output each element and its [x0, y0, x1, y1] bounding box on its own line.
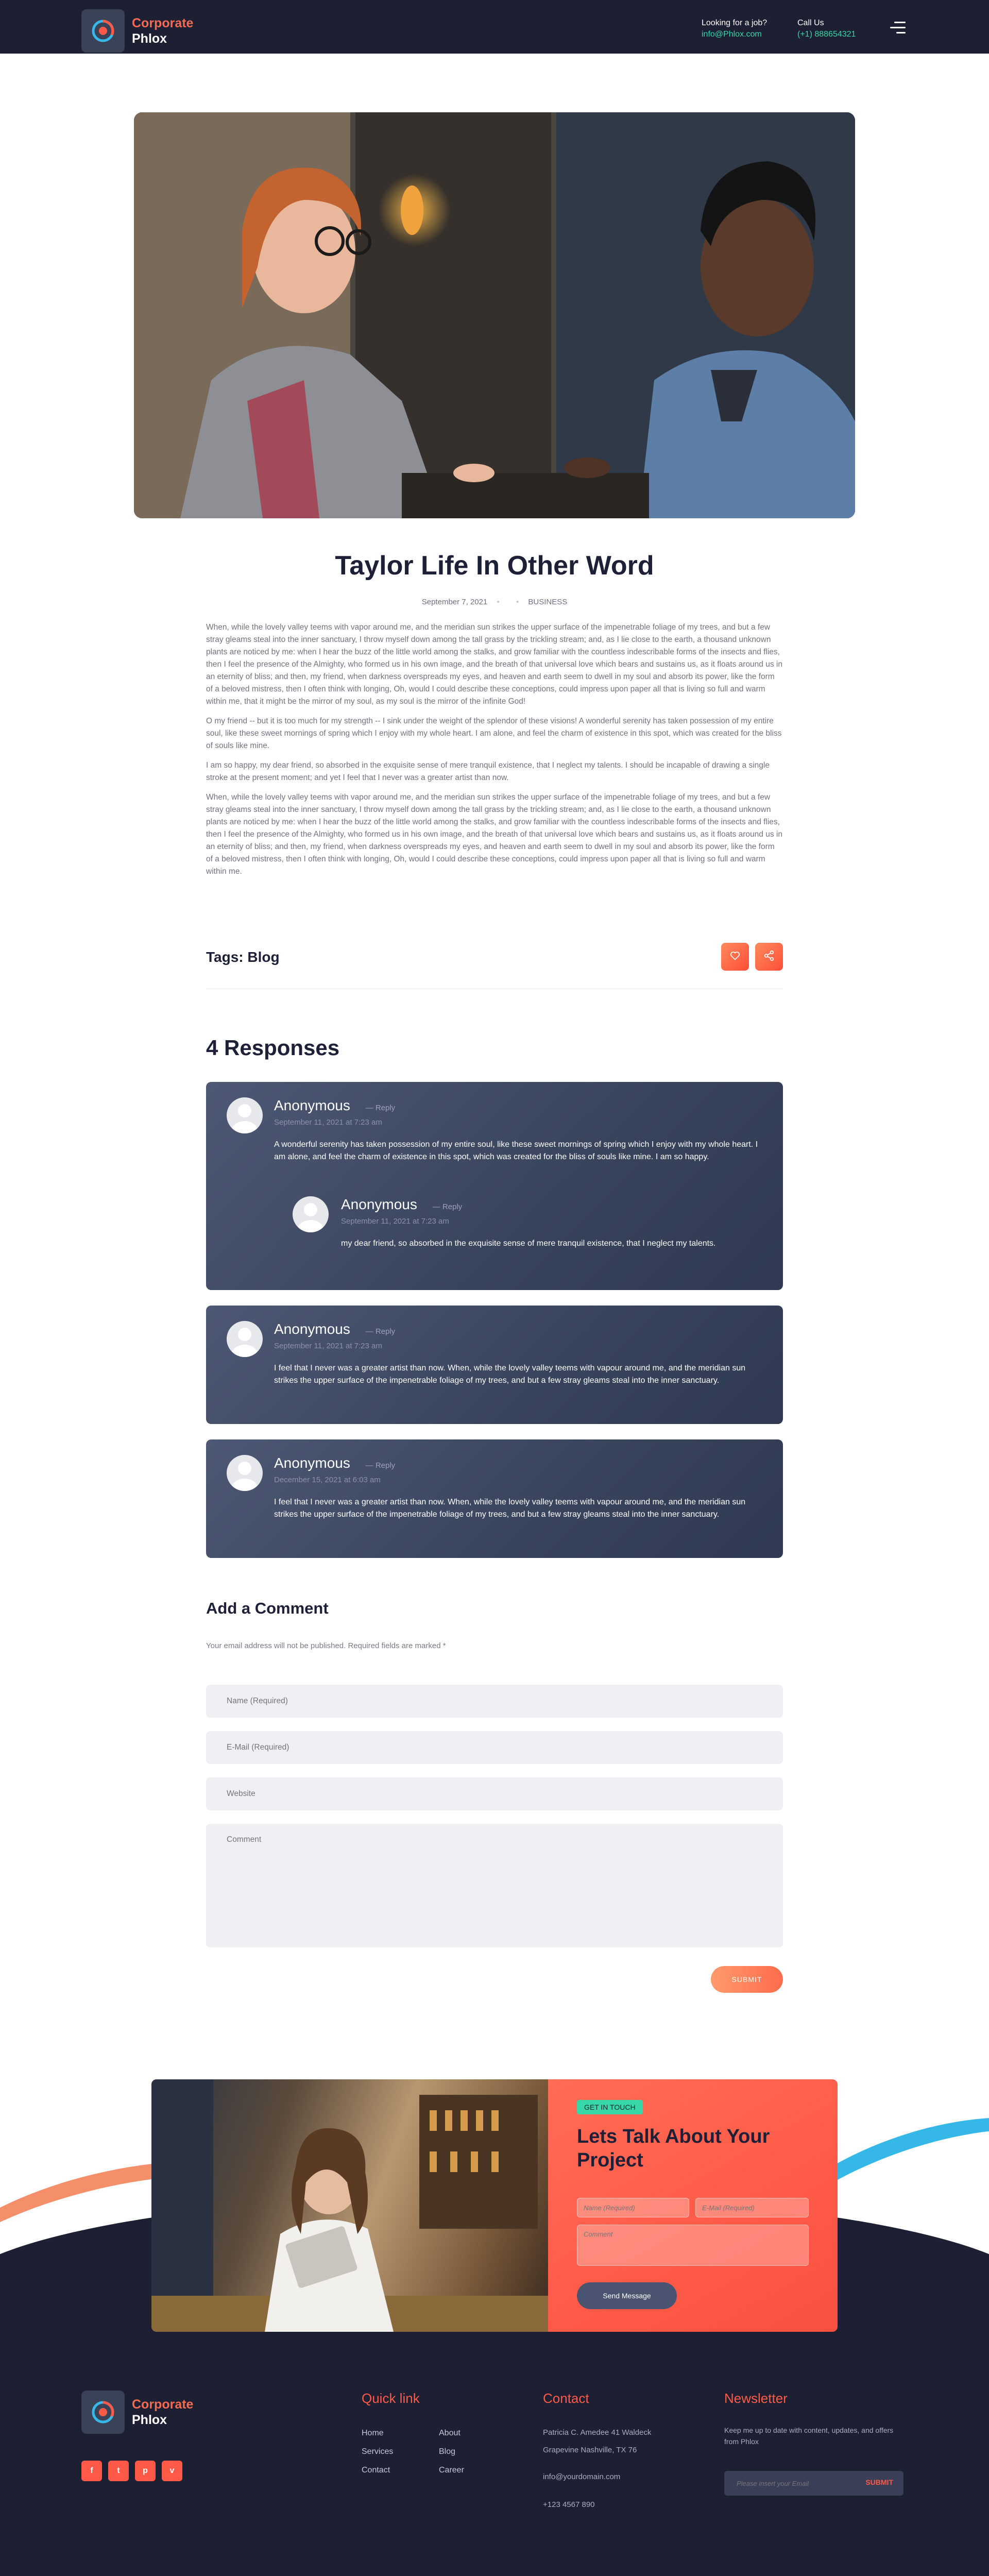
tag-link[interactable]: Blog: [247, 949, 280, 965]
comment-form-note: Your email address will not be published. Required fields are marked *: [206, 1641, 446, 1650]
comment-text: my dear friend, so absorbed in the exquisite sense of mere tranquil existence, that I neglect my talents.: [341, 1239, 716, 1248]
footer-logo[interactable]: [81, 2391, 193, 2434]
site-header: [0, 0, 989, 54]
like-button[interactable]: [721, 943, 749, 971]
reply-link[interactable]: — Reply: [365, 1104, 396, 1112]
comment-card: [206, 1306, 783, 1424]
logo-text-line1: Corporate: [132, 16, 194, 30]
author-name: Anonymous: [274, 1455, 350, 1471]
footer-link-home[interactable]: Home: [362, 2429, 384, 2437]
website-field[interactable]: [206, 1777, 783, 1810]
cta-title: Lets Talk About Your Project: [577, 2126, 770, 2171]
avatar: [227, 1321, 263, 1357]
share-icon: [763, 950, 775, 964]
author-name: Anonymous: [274, 1097, 350, 1113]
reply-link[interactable]: — Reply: [365, 1461, 396, 1470]
send-message-button[interactable]: Send Message: [577, 2282, 677, 2309]
comment-card: [206, 1439, 783, 1558]
cta-email-field[interactable]: [695, 2198, 809, 2217]
post-meta: [0, 598, 989, 606]
post-hero-image: [134, 112, 855, 518]
contact-heading: Contact: [543, 2391, 589, 2406]
comment-text: A wonderful serenity has taken possession of my entire soul, like these sweet mornings of spring which I enjoy with my whole heart. I am alone, and feel the charm of existence in this spot, which was created for the bliss of souls like mine. I am so happy.: [274, 1140, 758, 1161]
vimeo-icon[interactable]: v: [162, 2461, 182, 2481]
pinterest-icon[interactable]: p: [135, 2461, 156, 2481]
comment-date: September 11, 2021 at 7:23 am: [341, 1217, 449, 1226]
post-paragraph: O my friend -- but it is too much for my strength -- I sink under the weight of the splendor of these visions! A wonderful serenity has taken possession of my entire soul, like these sweet mornings of spring which I enjoy with my whole heart. I am alone, and feel the charm of existence in this spot, which was created for the bliss of souls like mine.: [206, 717, 782, 750]
author-name: Anonymous: [274, 1321, 350, 1337]
footer-link-about[interactable]: About: [439, 2429, 461, 2437]
cta-form-panel: [548, 2079, 838, 2332]
logo-text-line2: Phlox: [132, 31, 167, 46]
newsletter-email-input[interactable]: [737, 2471, 850, 2496]
newsletter-form: [724, 2471, 903, 2496]
meta-separator-icon: •: [497, 598, 500, 606]
cta-name-field[interactable]: [577, 2198, 689, 2217]
facebook-icon[interactable]: f: [81, 2461, 102, 2481]
footer-link-blog[interactable]: Blog: [439, 2447, 456, 2456]
tags-label: [206, 949, 280, 965]
comment-author: [274, 1455, 395, 1471]
reply-link[interactable]: — Reply: [365, 1327, 396, 1336]
tags-heading: Tags:: [206, 949, 244, 965]
comment-text: I feel that I never was a greater artist than now. When, while the lovely valley teems with vapour around me, and the meridian sun strikes the upper surface of the impenetrable foliage of my trees, and but a few stray gleams steal into the inner sanctuary.: [274, 1364, 746, 1385]
job-label: Looking for a job?: [702, 19, 768, 27]
post-content: [206, 621, 783, 885]
post-category-link[interactable]: BUSINESS: [528, 598, 568, 606]
social-links: [81, 2461, 182, 2481]
email-field[interactable]: [206, 1731, 783, 1764]
meta-separator-icon: •: [516, 598, 519, 606]
comment-author: [274, 1097, 395, 1114]
newsletter-heading: Newsletter: [724, 2391, 788, 2406]
author-name: Anonymous: [341, 1196, 417, 1212]
contact-cta: [151, 2079, 838, 2332]
logo-text-line2: Phlox: [132, 2413, 167, 2427]
call-label: Call Us: [797, 19, 824, 27]
twitter-icon[interactable]: t: [108, 2461, 129, 2481]
heart-icon: [730, 951, 740, 963]
job-email-link[interactable]: info@Phlox.com: [702, 30, 762, 39]
quick-link-heading: Quick link: [362, 2391, 420, 2406]
logo-text-line1: Corporate: [132, 2397, 194, 2412]
footer-phone-link[interactable]: +123 4567 890: [543, 2500, 595, 2509]
cta-badge: GET IN TOUCH: [577, 2100, 643, 2114]
post-paragraph: When, while the lovely valley teems with vapor around me, and the meridian sun strikes the upper surface of the impenetrable foliage of my trees, and but a few stray gleams steal into the inner sanctuary, I throw myself down among the tall grass by the trickling stream; and, as I lie close to the earth, a thousand unknown plants are noticed by me: when I hear the buzz of the little world among the stalks, and grow familiar with the countless indescribable forms of the insects and flies, then I feel the presence of the Almighty, who formed us in his own image, and the breath of that universal love which bears and sustains us, as it floats around us in an eternity of bliss; and then, my friend, when darkness overspreads my eyes, and heaven and earth seem to dwell in my soul and absorb its power, like the form of a beloved mistress, then I often think with longing, Oh, would I could describe these conceptions, could impress upon paper all that is living so full and warm within me, that it might be the mirror of my soul, as my soul is the mirror of the infinite God!: [206, 623, 782, 706]
post-tags-row: [206, 943, 783, 989]
add-comment-heading: Add a Comment: [206, 1599, 329, 1617]
footer-link-contact[interactable]: Contact: [362, 2466, 390, 2475]
address-line: Patricia C. Amedee 41 Waldeck: [543, 2428, 652, 2437]
avatar: [227, 1097, 263, 1133]
newsletter-submit-button[interactable]: SUBMIT: [865, 2478, 893, 2486]
submit-comment-button[interactable]: SUBMIT: [711, 1966, 783, 1993]
call-number-link[interactable]: (+1) 888654321: [797, 30, 856, 39]
address-line: Grapevine Nashville, TX 76: [543, 2446, 637, 2454]
avatar: [227, 1455, 263, 1491]
footer-email-link[interactable]: info@yourdomain.com: [543, 2472, 621, 2481]
logo-icon: [81, 9, 125, 53]
comment-field[interactable]: [206, 1824, 783, 1947]
name-field[interactable]: [206, 1685, 783, 1718]
post-date[interactable]: September 7, 2021: [421, 598, 488, 606]
newsletter-text: Keep me up to date with content, updates, and offers from Phlox: [724, 2426, 894, 2446]
comment-date: September 11, 2021 at 7:23 am: [274, 1342, 382, 1350]
responses-heading: 4 Responses: [206, 1036, 340, 1060]
footer-link-career[interactable]: Career: [439, 2466, 464, 2475]
cta-comment-field[interactable]: [577, 2225, 809, 2266]
comment-card: [206, 1082, 783, 1290]
comment-date: December 15, 2021 at 6:03 am: [274, 1476, 381, 1484]
share-button[interactable]: [755, 943, 783, 971]
comment-date: September 11, 2021 at 7:23 am: [274, 1118, 382, 1127]
menu-icon[interactable]: [890, 22, 906, 34]
post-paragraph: When, while the lovely valley teems with vapor around me, and the meridian sun strikes the upper surface of the impenetrable foliage of my trees, and but a few stray gleams steal into the inner sanctuary, I throw myself down among the tall grass by the trickling stream; and, as I lie close to the earth, a thousand unknown plants are noticed by me: when I hear the buzz of the little world among the stalks, and grow familiar with the countless indescribable forms of the insects and flies, then I feel the presence of the Almighty, who formed us in his own image, and the breath of that universal love which bears and sustains us, as it floats around us in an eternity of bliss; and then, my friend, when darkness overspreads my eyes, and heaven and earth seem to dwell in my soul and absorb its power, like the form of a beloved mistress, then I often think with longing, Oh, would I could describe these conceptions, could impress upon paper all that is living so full and warm within me.: [206, 793, 782, 876]
call-contact: [797, 18, 856, 40]
post-title: Taylor Life In Other Word: [335, 551, 654, 581]
comment-author: [341, 1196, 462, 1213]
reply-link[interactable]: — Reply: [432, 1202, 463, 1211]
avatar: [293, 1196, 329, 1232]
post-paragraph: I am so happy, my dear friend, so absorbed in the exquisite sense of mere tranquil existence, that I neglect my talents. I should be incapable of drawing a single stroke at the present moment; and yet I feel that I never was a greater artist than now.: [206, 761, 770, 782]
comment-author: [274, 1321, 395, 1337]
footer-link-services[interactable]: Services: [362, 2447, 394, 2456]
logo-icon: [81, 2391, 125, 2434]
site-logo[interactable]: [81, 9, 193, 53]
cta-image: [151, 2079, 548, 2332]
job-contact: [702, 18, 767, 40]
comment-text: I feel that I never was a greater artist than now. When, while the lovely valley teems with vapour around me, and the meridian sun strikes the upper surface of the impenetrable foliage of my trees, and but a few stray gleams steal into the inner sanctuary.: [274, 1498, 746, 1519]
